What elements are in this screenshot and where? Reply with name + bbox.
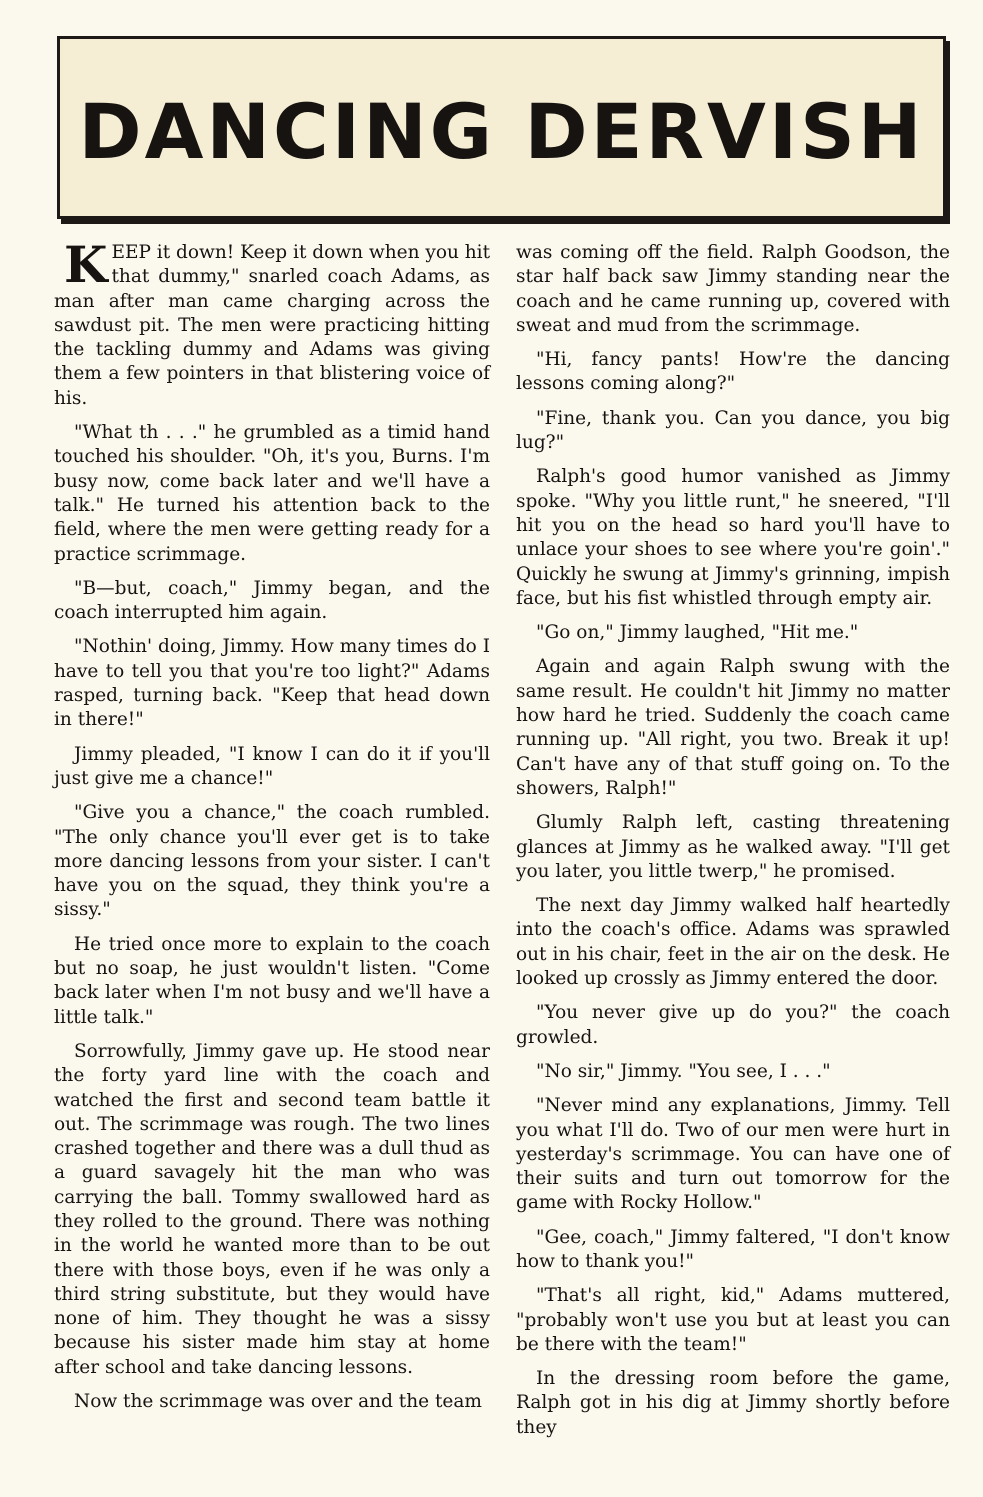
paragraph: Ralph's good humor vanished as Jimmy spoke. "Why you little runt," he sneered, "I'll hit you on the head so hard you'll have to unlace your shoes to see where you're goin'." Quickly he swung at Jimmy's grinning, impish face, but his fist whistled through empty air.	[516, 466, 950, 609]
right-column	[516, 241, 950, 1450]
paragraph: was coming off the field. Ralph Goodson, the star half back saw Jimmy standing near the coach and he came running up, covered with sweat and mud from the scrimmage.	[516, 242, 950, 336]
paragraph: "Hi, fancy pants! How're the dancing lessons coming along?"	[516, 349, 950, 395]
paragraph-text: EEP it down! Keep it down when you hit that dummy," snarled coach Adams, as man after man came charging across the sawdust pit. The men were practicing hitting the tackling dummy and Adams was giving them a few pointers in that blistering voice of his.	[54, 242, 491, 409]
paragraph: "That's all right, kid," Adams muttered, "probably won't use you but at least you can be there with the team!"	[516, 1285, 950, 1355]
paragraph: "You never give up do you?" the coach growled.	[516, 1002, 950, 1048]
paragraph: Jimmy pleaded, "I know I can do it if you'll just give me a chance!"	[54, 743, 490, 789]
paragraph: "B—but, coach," Jimmy began, and the coach interrupted him again.	[54, 577, 490, 624]
paragraph: Again and again Ralph swung with the same result. He couldn't hit Jimmy no matter how hard he tried. Suddenly the coach came running up. "All right, you two. Break it up! Can't have any of that stuff going on. To the showers, Ralph!"	[516, 656, 950, 799]
paragraph: "Nothin' doing, Jimmy. How many times do I have to tell you that you're too light?" Adams rasped, turning back. "Keep that head down in there!"	[54, 636, 490, 731]
left-column	[54, 235, 491, 1424]
paragraph: "Fine, thank you. Can you dance, you big lug?"	[516, 407, 950, 454]
story-title: DANCING DERVISH	[78, 86, 925, 176]
paragraph: "Gee, coach," Jimmy faltered, "I don't know how to thank you!"	[516, 1226, 950, 1272]
paragraph: "Never mind any explanations, Jimmy. Tell you what I'll do. Two of our men were hurt in yesterday's scrimmage. You can have one of their suits and turn out tomorrow for the game with Rocky Hollow."	[516, 1095, 950, 1214]
paragraph: The next day Jimmy walked half heartedly into the coach's office. Adams was sprawled out in his chair, feet in the air on the desk. He looked up crossly as Jimmy entered the door.	[516, 895, 950, 990]
paragraph: "No sir," Jimmy. "You see, I . . ."	[536, 1060, 831, 1082]
paragraph: "What th . . ." he grumbled as a timid hand touched his shoulder. "Oh, it's you, Burns. I'm busy now, come back later and we'll have a talk." He turned his attention back to the field, where the men were getting ready for a practice scrimmage.	[54, 422, 490, 565]
paragraph	[54, 235, 491, 411]
title-banner	[57, 36, 946, 219]
paragraph: Now the scrimmage was over and the team	[74, 1391, 482, 1413]
paragraph: He tried once more to explain to the coach but no soap, he just wouldn't listen. "Come back later when I'm not busy and we'll have a little talk."	[54, 933, 490, 1028]
paragraph: In the dressing room before the game, Ralph got in his dig at Jimmy shortly before they	[516, 1368, 950, 1438]
drop-cap: K	[64, 235, 108, 294]
paragraph: Glumly Ralph left, casting threatening glances at Jimmy as he walked away. "I'll get you later, you little twerp," he promised.	[516, 812, 950, 882]
paragraph: "Give you a chance," the coach rumbled. "The only chance you'll ever get is to take more dancing lessons from your sister. I can't have you on the squad, they think you're a sissy."	[54, 802, 490, 921]
paragraph: "Go on," Jimmy laughed, "Hit me."	[536, 622, 859, 644]
paragraph: Sorrowfully, Jimmy gave up. He stood near the forty yard line with the coach and watched the first and second team battle it out. The scrimmage was rough. The two lines crashed together and there was a dull thud as a guard savagely hit the man who was carrying the ball. Tommy swallowed hard as they rolled to the ground. There was nothing in the world he wanted more than to be out there with those boys, even if he was only a third string substitute, but they would have none of him. They thought he was a sissy because his sister made him stay at home after school and take dancing lessons.	[54, 1040, 490, 1378]
